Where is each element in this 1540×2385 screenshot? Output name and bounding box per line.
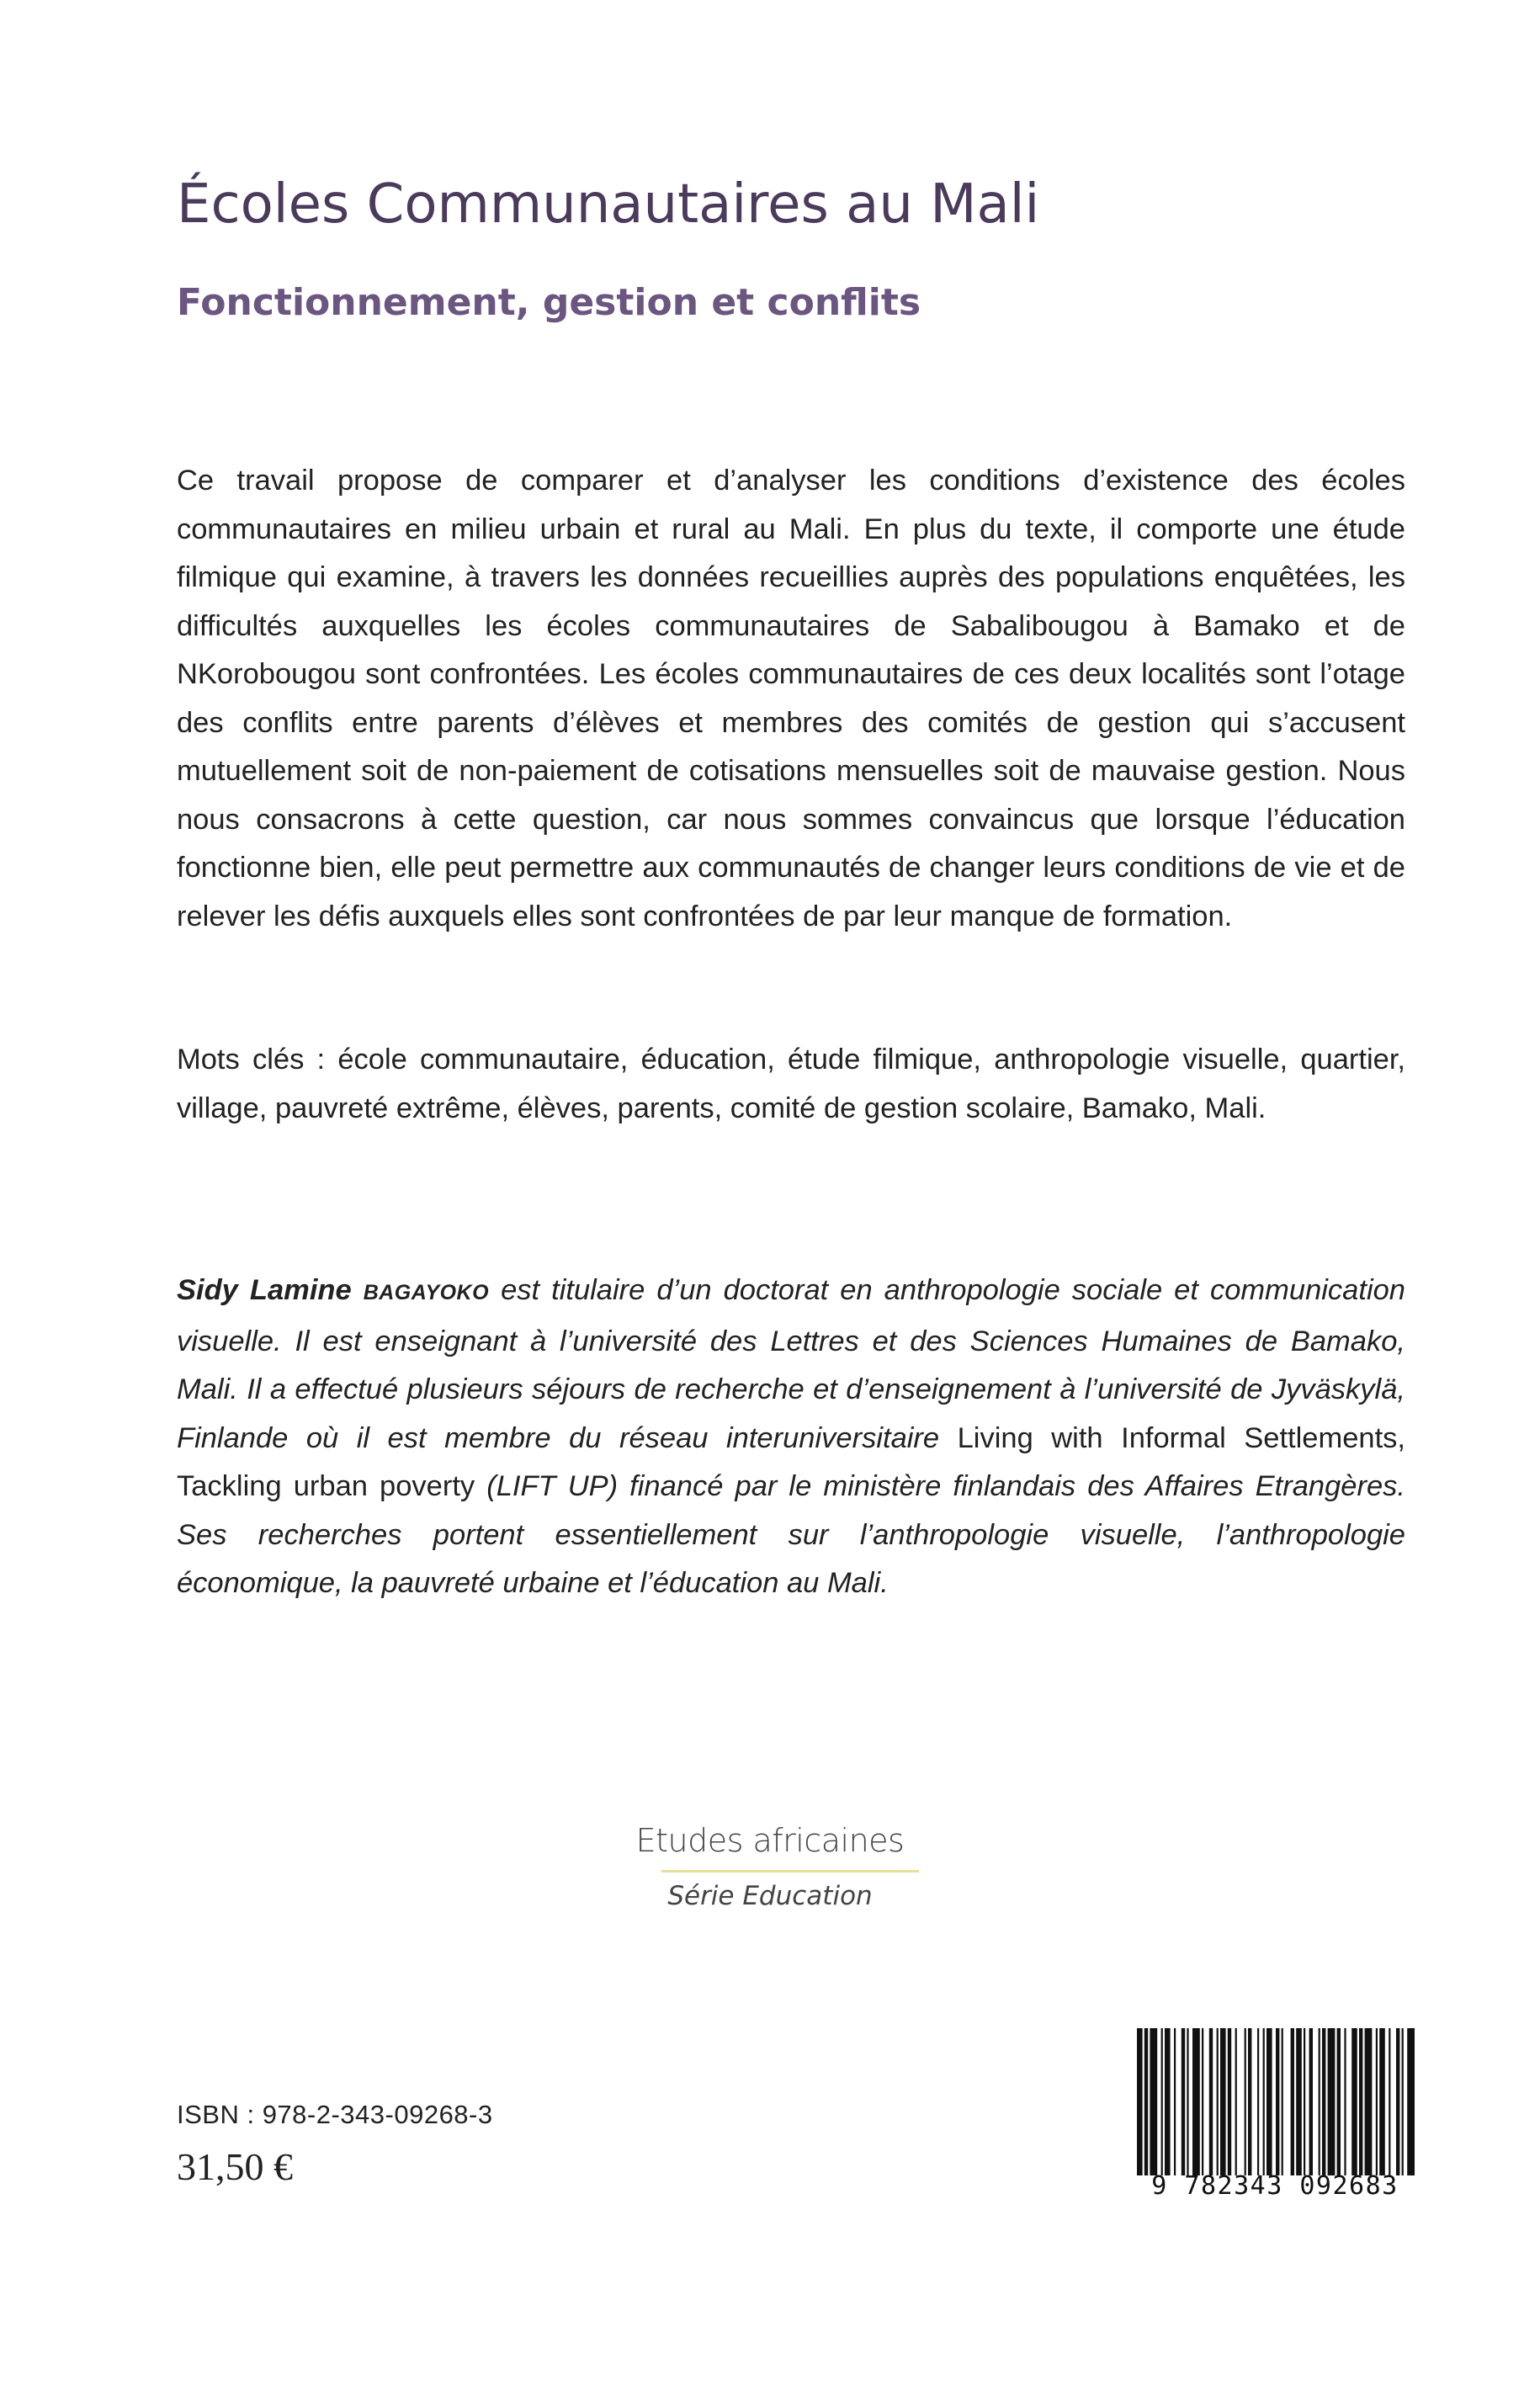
price: 31,50 €	[177, 2145, 293, 2188]
barcode-bars-icon	[1132, 2028, 1418, 2175]
summary-paragraph: Ce travail propose de comparer et d’analyser les conditions d’existence des écoles communautaires en milieu urbain et rural au Mali. En plus du texte, il comporte une étude filmique qui examine, à travers les données recueillies auprès des populations enquêtées, les difficultés auxquelles les écoles communautaires de Sabalibougou à Bamako et de NKorobougou sont confrontées. Les écoles communautaires de ces deux localités sont l’otage des conflits entre parents d’élèves et membres des comités de gestion qui s’accusent mutuellement soit de non-paiement de cotisations mensuelles soit de mauvaise gestion. Nous nous consacrons à cette question, car nous sommes convaincus que lorsque l’éducation fonctionne bien, elle peut permettre aux communautés de changer leurs conditions de vie et de relever les défis auxquels elles sont confrontées de par leur manque de formation.	[177, 465, 1405, 932]
author-bio	[177, 1267, 1405, 1608]
collection-series: Série Education	[667, 1881, 873, 1911]
author-bio-part1: est titulaire d’un doctorat en anthropologie sociale et communication visuelle. Il est enseignant à l’université des Lettres et des Sciences Humaines de Bamako, Mali. Il a effectué plusieurs séjours de recherche et d’enseignement à l’université de Jyväskylä, Finlande où il est membre du réseau interuniversitaire	[177, 1274, 1405, 1454]
isbn: ISBN : 978-2-343-09268-3	[177, 2100, 493, 2129]
collection-name: Etudes africaines	[635, 1822, 905, 1859]
author-name-first: Sidy Lamine	[177, 1274, 364, 1306]
book-subtitle: Fonctionnement, gestion et conflits	[177, 281, 921, 324]
author-name-last: BAGAYOKO	[363, 1281, 490, 1304]
book-title: Écoles Communautaires au Mali	[177, 173, 1040, 236]
collection-underline	[661, 1870, 919, 1872]
keywords-paragraph: Mots clés : école communautaire, éducation, étude filmique, anthropologie visuelle, quartier, village, pauvreté extrême, élèves, parents, comité de gestion scolaire, Bamako, Mali.	[177, 1044, 1405, 1124]
author-bio-part2: (LIFT UP) financé par le ministère finlandais des Affaires Etrangères. Ses recherches portent essentiellement sur l’anthropologie visuelle, l’anthropologie économique, la pauvreté urbaine et l’éducation au Mali.	[177, 1470, 1405, 1599]
network-name: Living with Informal Settlements, Tackling urban poverty	[177, 1421, 1405, 1502]
barcode-digits: 9 782343 092683	[1151, 2171, 1399, 2201]
